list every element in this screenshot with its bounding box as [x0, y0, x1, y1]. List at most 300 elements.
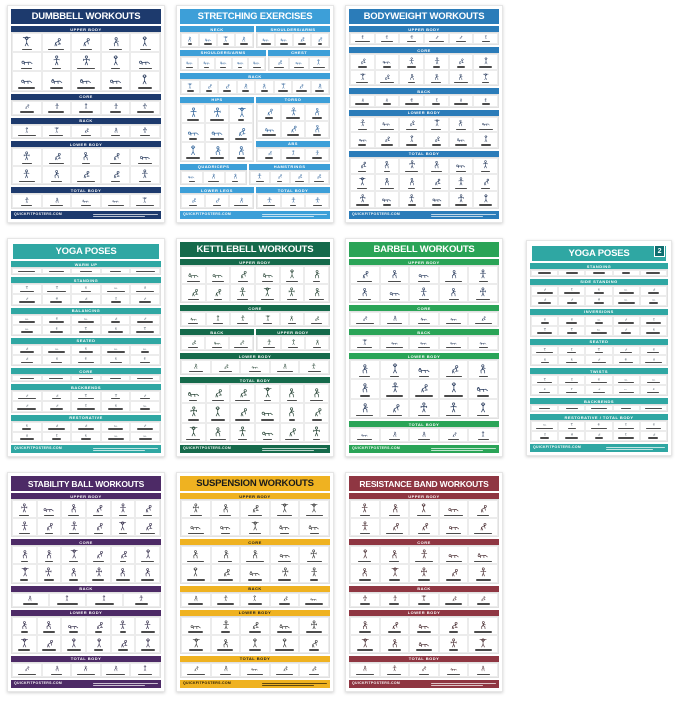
stick-figure-icon	[384, 638, 406, 648]
exercise-caption	[446, 415, 461, 417]
exercise-caption	[294, 67, 304, 69]
exercise-cell	[12, 345, 42, 355]
stick-figure-icon	[75, 297, 97, 300]
exercise-cell	[71, 345, 101, 355]
exercise-cell	[130, 401, 160, 411]
exercise-cell	[111, 518, 136, 536]
exercise-caption	[455, 188, 468, 190]
exercise-illustration	[352, 381, 378, 394]
stick-figure-icon	[477, 98, 495, 102]
exercise-illustration	[73, 393, 99, 397]
exercise-caption	[356, 415, 373, 417]
stick-figure-icon	[296, 36, 308, 42]
poster-section	[249, 164, 330, 186]
exercise-cell	[225, 171, 247, 185]
stick-figure-icon	[65, 521, 83, 531]
stick-figure-icon	[105, 286, 127, 289]
exercise-caption	[647, 382, 660, 384]
exercise-cell	[71, 391, 101, 401]
stick-figure-icon	[472, 363, 494, 374]
poster-band	[530, 414, 668, 442]
exercise-cell	[181, 142, 205, 161]
exercise-illustration	[259, 196, 279, 203]
exercise-cell	[473, 174, 498, 191]
exercise-cell	[71, 52, 101, 71]
exercise-illustration	[44, 73, 70, 86]
poster-pane	[180, 305, 330, 327]
exercise-caption	[69, 533, 79, 535]
exercise-grid	[11, 283, 161, 305]
exercise-caption	[359, 631, 372, 633]
poster-section	[11, 368, 161, 382]
stick-figure-icon	[16, 297, 38, 300]
poster-band	[349, 586, 499, 608]
poster-pane	[11, 610, 161, 654]
exercise-caption	[618, 437, 634, 439]
poster-pane	[11, 415, 161, 443]
exercise-caption	[306, 631, 323, 633]
exercise-cell	[42, 125, 72, 139]
exercise-illustration	[352, 56, 373, 65]
section-header: LOWER BODY	[11, 610, 161, 616]
exercise-caption	[111, 68, 120, 70]
poster-pane	[349, 329, 499, 351]
stick-figure-icon	[16, 36, 38, 47]
poster-pane	[180, 539, 330, 583]
poster-body	[530, 263, 668, 442]
section-header: TOTAL BODY	[349, 421, 499, 427]
section-header: CORE	[11, 539, 161, 545]
poster-footer	[180, 211, 330, 219]
exercise-cell	[12, 500, 37, 518]
exercise-caption	[264, 400, 272, 402]
stick-figure-icon	[134, 665, 156, 671]
exercise-illustration	[411, 401, 437, 414]
section-header: SHOULDERS/ARMS	[180, 50, 266, 56]
exercise-caption	[81, 438, 90, 440]
exercise-caption	[20, 291, 34, 293]
exercise-illustration	[401, 119, 422, 128]
exercise-illustration	[411, 286, 437, 298]
exercise-illustration	[352, 637, 378, 649]
stick-figure-icon	[259, 387, 277, 398]
exercise-illustration	[259, 35, 273, 42]
exercise-cell	[468, 500, 498, 518]
stick-figure-icon	[139, 549, 157, 559]
stick-figure-icon	[16, 347, 38, 350]
exercise-cell	[37, 500, 62, 518]
exercise-illustration	[382, 268, 408, 280]
stick-figure-icon	[244, 620, 266, 630]
exercise-cell	[101, 194, 131, 208]
exercise-illustration	[313, 35, 327, 42]
exercise-illustration	[282, 425, 303, 438]
exercise-caption	[315, 90, 324, 92]
exercise-illustration	[470, 286, 496, 298]
exercise-caption	[418, 603, 430, 605]
stick-figure-icon	[378, 57, 396, 65]
exercise-caption	[432, 188, 441, 190]
section-header: STANDING	[11, 277, 161, 283]
exercise-illustration	[411, 548, 437, 560]
exercise-caption	[238, 439, 248, 441]
exercise-illustration	[352, 97, 373, 102]
stick-figure-icon	[134, 394, 156, 397]
stick-figure-icon	[105, 297, 127, 300]
exercise-illustration	[382, 520, 408, 532]
poster-section	[349, 539, 499, 583]
exercise-illustration	[352, 619, 378, 631]
stick-figure-icon	[283, 426, 301, 437]
exercise-cell	[281, 148, 305, 161]
stick-figure-icon	[185, 503, 207, 513]
stick-figure-icon	[16, 595, 44, 601]
exercise-cell	[42, 422, 72, 432]
exercise-illustration	[73, 434, 99, 438]
exercise-caption	[565, 437, 578, 439]
footer-fineprint	[93, 683, 158, 686]
stick-figure-icon	[185, 269, 203, 279]
stick-figure-icon	[209, 426, 227, 437]
poster-section	[530, 263, 668, 277]
exercise-illustration	[615, 348, 638, 351]
exercise-caption	[360, 603, 370, 605]
exercise-illustration	[103, 196, 129, 203]
exercise-illustration	[615, 357, 638, 360]
stick-figure-icon	[46, 327, 68, 330]
poster-pane	[349, 305, 499, 327]
exercise-cell	[468, 360, 498, 379]
poster-band	[349, 151, 499, 209]
exercise-illustration	[352, 502, 378, 514]
exercise-illustration	[615, 288, 638, 291]
exercise-cell	[12, 125, 42, 139]
stick-figure-icon	[384, 315, 406, 321]
exercise-cell	[585, 421, 612, 431]
exercise-cell	[613, 346, 640, 356]
stick-figure-icon	[413, 665, 435, 671]
exercise-cell	[37, 617, 62, 635]
poster-section	[11, 26, 161, 92]
exercise-cell	[42, 375, 72, 381]
exercise-caption	[93, 561, 104, 563]
exercise-illustration	[73, 286, 99, 290]
exercise-cell	[399, 158, 424, 175]
poster-pane	[180, 26, 254, 48]
exercise-cell	[399, 117, 424, 132]
exercise-illustration	[44, 150, 70, 161]
exercise-caption	[214, 299, 222, 301]
poster-section	[349, 493, 499, 537]
exercise-illustration	[103, 665, 129, 673]
exercise-caption	[19, 321, 36, 323]
poster-yoga-poses-1	[7, 238, 165, 457]
exercise-illustration	[560, 348, 583, 351]
exercise-caption	[479, 281, 488, 283]
stick-figure-icon	[472, 269, 494, 279]
exercise-cell	[37, 635, 62, 653]
stick-figure-icon	[46, 357, 68, 360]
stick-figure-icon	[384, 549, 406, 559]
exercise-cell	[257, 148, 281, 161]
exercise-cell	[468, 635, 498, 653]
exercise-caption	[619, 362, 633, 364]
exercise-cell	[240, 518, 270, 536]
exercise-illustration	[377, 134, 398, 143]
poster-section	[180, 305, 330, 327]
exercise-illustration	[307, 338, 327, 346]
exercise-cell	[101, 401, 131, 411]
exercise-caption	[479, 204, 493, 206]
stick-figure-icon	[134, 347, 156, 350]
exercise-caption	[138, 163, 152, 165]
poster-section	[11, 610, 161, 654]
exercise-cell	[203, 171, 225, 185]
exercise-cell	[439, 284, 469, 302]
poster-band	[349, 610, 499, 654]
stick-figure-icon	[443, 287, 465, 297]
exercise-illustration	[242, 637, 268, 649]
exercise-illustration	[183, 173, 201, 180]
exercise-illustration	[88, 637, 109, 649]
stick-figure-icon	[403, 35, 421, 39]
poster-body	[349, 26, 499, 209]
exercise-caption	[566, 272, 578, 274]
stick-figure-icon	[452, 57, 470, 65]
exercise-illustration	[183, 405, 204, 418]
exercise-caption	[265, 117, 272, 119]
exercise-caption	[49, 378, 63, 380]
exercise-cell	[299, 593, 329, 607]
stick-figure-icon	[234, 315, 252, 321]
exercise-cell	[71, 33, 101, 52]
exercise-cell	[439, 428, 469, 442]
exercise-cell	[439, 546, 469, 564]
exercise-caption	[138, 674, 152, 676]
exercise-illustration	[44, 196, 70, 203]
poster-section	[530, 414, 668, 442]
exercise-cell	[640, 405, 667, 411]
exercise-caption	[77, 408, 95, 410]
exercise-illustration	[183, 425, 204, 438]
exercise-cell	[181, 284, 206, 302]
exercise-cell	[585, 326, 612, 336]
exercise-grid	[11, 100, 161, 116]
exercise-illustration	[352, 430, 378, 438]
stick-figure-icon	[535, 433, 555, 436]
exercise-caption	[446, 376, 462, 378]
exercise-cell	[12, 284, 42, 294]
stick-figure-icon	[443, 315, 465, 321]
stick-figure-icon	[644, 433, 664, 436]
stick-figure-icon	[185, 107, 202, 118]
exercise-grid	[349, 157, 499, 209]
stick-figure-icon	[215, 595, 237, 601]
exercise-cell	[299, 617, 329, 635]
exercise-illustration	[242, 520, 268, 532]
exercise-illustration	[219, 35, 233, 42]
stick-figure-icon	[261, 124, 278, 133]
footer-fineprint	[262, 683, 327, 686]
exercise-cell	[206, 423, 231, 442]
exercise-illustration	[103, 54, 129, 67]
exercise-caption	[51, 362, 62, 364]
exercise-caption	[477, 515, 489, 517]
exercise-grid	[180, 56, 266, 72]
exercise-caption	[568, 428, 576, 430]
poster-section	[268, 50, 330, 72]
poster-band	[349, 329, 499, 351]
exercise-caption	[44, 579, 54, 581]
exercise-illustration	[615, 387, 638, 390]
exercise-illustration	[208, 405, 229, 418]
exercise-cell	[12, 391, 42, 401]
stick-figure-icon	[303, 363, 325, 369]
exercise-illustration	[63, 566, 84, 578]
exercise-caption	[141, 351, 149, 353]
stick-figure-icon	[185, 665, 207, 671]
section-header: LOWER BODY	[180, 353, 330, 359]
exercise-illustration	[232, 425, 253, 438]
stick-figure-icon	[403, 119, 421, 127]
exercise-caption	[188, 533, 204, 535]
stick-figure-icon	[215, 363, 237, 369]
exercise-caption	[208, 181, 219, 183]
exercise-caption	[618, 428, 634, 430]
exercise-illustration	[259, 150, 279, 156]
exercise-cell	[380, 428, 410, 442]
exercise-grid	[249, 170, 330, 186]
poster-resistance-band-workouts	[345, 472, 503, 692]
exercise-cell	[350, 266, 380, 284]
stick-figure-icon	[75, 127, 97, 133]
exercise-illustration	[441, 430, 467, 438]
stick-figure-icon	[295, 83, 307, 89]
exercise-caption	[77, 68, 96, 70]
exercise-cell	[240, 360, 270, 374]
exercise-caption	[418, 281, 431, 283]
exercise-illustration	[14, 665, 40, 673]
exercise-caption	[186, 439, 200, 441]
exercise-caption	[69, 631, 78, 633]
exercise-cell	[304, 384, 329, 403]
exercise-illustration	[132, 296, 158, 300]
exercise-caption	[69, 579, 77, 581]
exercise-cell	[101, 268, 131, 274]
stick-figure-icon	[233, 107, 250, 118]
stick-figure-icon	[472, 595, 494, 601]
exercise-cell	[350, 500, 380, 518]
poster-kettlebell-workouts	[176, 238, 334, 457]
section-header: BACK	[180, 73, 330, 79]
exercise-cell	[181, 663, 211, 677]
exercise-caption	[52, 438, 60, 440]
poster-dumbbell-workouts	[7, 5, 165, 223]
poster-band	[349, 353, 499, 419]
exercise-caption	[358, 561, 371, 563]
exercise-illustration	[642, 348, 665, 351]
stick-figure-icon	[114, 620, 132, 630]
exercise-illustration	[103, 73, 129, 86]
exercise-illustration	[560, 288, 583, 291]
exercise-caption	[386, 395, 402, 397]
exercise-cell	[135, 564, 160, 582]
poster-section	[256, 141, 330, 162]
stick-figure-icon	[285, 150, 302, 155]
stick-figure-icon	[644, 288, 664, 291]
exercise-caption	[248, 579, 262, 581]
exercise-grid	[180, 592, 330, 608]
exercise-illustration	[63, 619, 84, 631]
exercise-illustration	[441, 286, 467, 298]
poster-title: YOGA POSES 2	[532, 246, 666, 261]
stick-figure-icon	[309, 124, 326, 133]
exercise-caption	[210, 138, 223, 140]
stick-figure-icon	[40, 549, 58, 559]
exercise-cell	[304, 312, 329, 326]
exercise-cell	[71, 422, 101, 432]
exercise-caption	[622, 272, 630, 274]
exercise-illustration	[307, 150, 327, 156]
exercise-cell	[101, 325, 131, 335]
exercise-caption	[380, 82, 395, 84]
stick-figure-icon	[354, 194, 372, 203]
footer-fineprint	[431, 683, 496, 686]
exercise-illustration	[113, 637, 134, 649]
stick-figure-icon	[259, 287, 277, 297]
stick-figure-icon	[235, 59, 246, 65]
section-header: UPPER BODY	[256, 329, 330, 335]
exercise-caption	[186, 157, 200, 159]
exercise-cell	[280, 284, 305, 302]
exercise-cell	[12, 194, 42, 208]
stick-figure-icon	[65, 549, 83, 559]
poster-pane	[349, 151, 499, 209]
section-header: TOTAL BODY	[256, 187, 330, 193]
poster-body	[180, 26, 330, 209]
stick-figure-icon	[384, 521, 406, 531]
stick-figure-icon	[477, 177, 495, 186]
exercise-illustration	[44, 327, 70, 331]
exercise-cell	[424, 117, 449, 132]
exercise-caption	[22, 49, 31, 51]
exercise-illustration	[44, 393, 70, 397]
exercise-grid	[11, 124, 161, 140]
exercise-cell	[240, 593, 270, 607]
exercise-illustration	[642, 433, 665, 436]
stick-figure-icon	[46, 74, 68, 85]
stick-figure-icon	[562, 318, 582, 321]
exercise-caption	[19, 515, 29, 517]
section-header: QUADRICEPS	[180, 164, 247, 170]
exercise-cell	[558, 375, 585, 385]
poster-pane	[349, 47, 499, 86]
section-header: BACK	[180, 586, 330, 592]
poster-band	[11, 586, 161, 608]
exercise-illustration	[382, 619, 408, 631]
stick-figure-icon	[105, 74, 127, 85]
exercise-cell	[270, 617, 300, 635]
stick-figure-icon	[384, 363, 406, 374]
exercise-cell	[380, 593, 410, 607]
exercise-illustration	[132, 393, 158, 397]
exercise-illustration	[14, 637, 35, 649]
exercise-cell	[468, 593, 498, 607]
exercise-cell	[375, 158, 400, 175]
exercise-cell	[424, 158, 449, 175]
stick-figure-icon	[285, 339, 302, 345]
exercise-caption	[477, 603, 490, 605]
